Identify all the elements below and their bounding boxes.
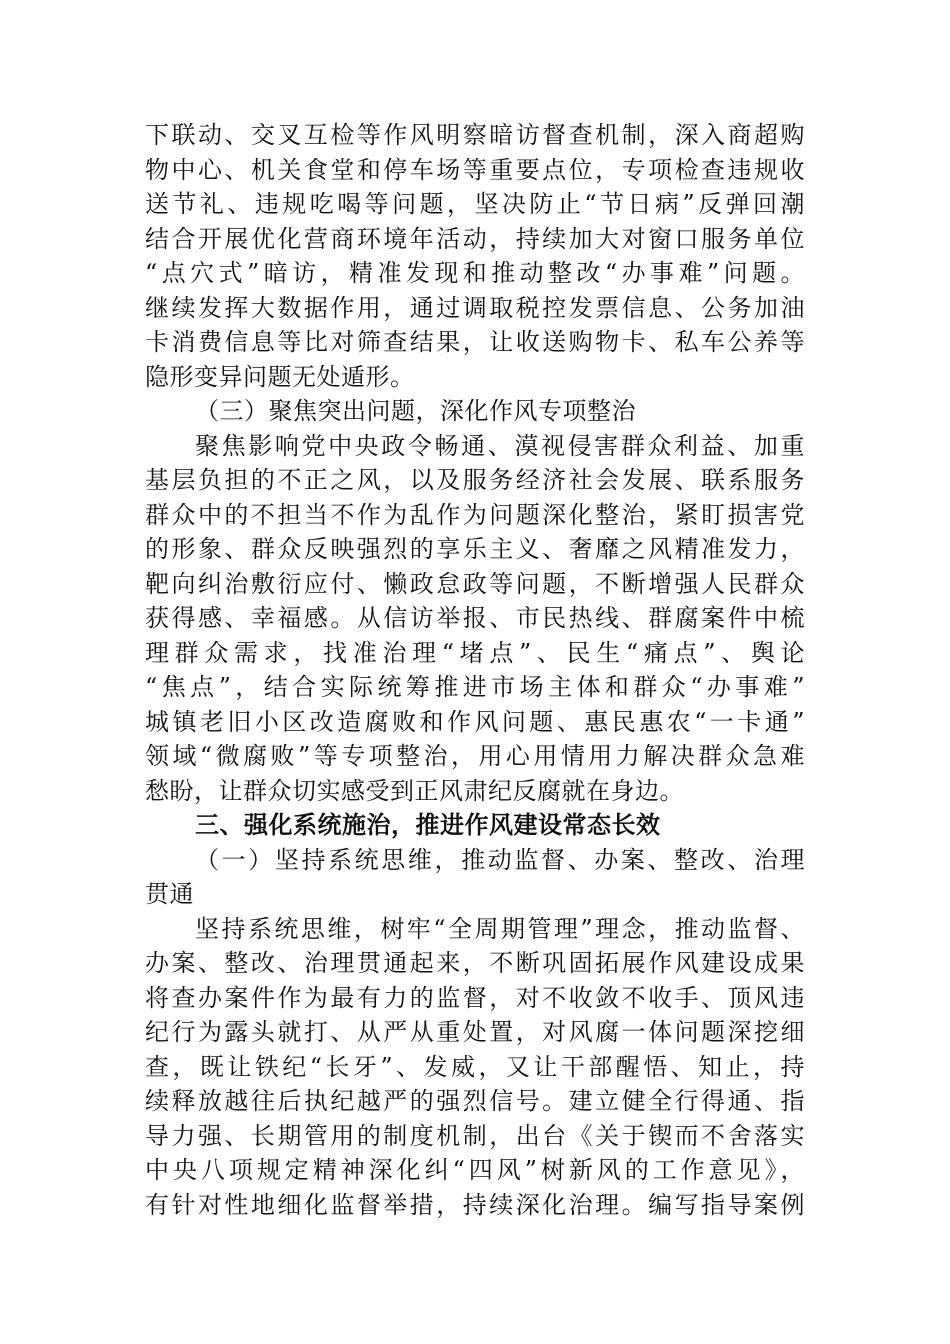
section-subheading: （一）坚持系统思维，推动监督、办案、整改、治理 (195, 845, 805, 874)
body-line: “点穴式”暗访，精准发现和推动整改“办事难”问题。 (145, 259, 805, 287)
body-line: “焦点”，结合实际统筹推进市场主体和群众“办事难” (145, 673, 805, 701)
body-line: 理群众需求，找准治理“堵点”、民生“痛点”、舆论 (145, 638, 805, 667)
body-line: 领域“微腐败”等专项整治，用心用情用力解决群众急难 (145, 742, 805, 770)
body-line: 中央八项规定精神深化纠“四风”树新风的工作意见》， (145, 1156, 805, 1184)
body-line: 下联动、交叉互检等作风明察暗访督查机制，深入商超购 (145, 121, 805, 149)
body-line: 纪行为露头就打、从严从重处置，对风腐一体问题深挖细 (145, 1018, 805, 1046)
body-line: 办案、整改、治理贯通起来，不断巩固拓展作风建设成果 (145, 949, 805, 977)
body-line: 获得感、幸福感。从信访举报、市民热线、群腐案件中梳 (145, 604, 805, 632)
body-line: 将查办案件作为最有力的监督，对不收敛不收手、顶风违 (145, 983, 805, 1012)
body-line: 基层负担的不正之风，以及服务经济社会发展、联系服务 (145, 466, 805, 494)
body-line: 查，既让铁纪“长牙”、发威，又让干部醒悟、知止，持 (145, 1052, 805, 1081)
body-line: 隐形变异问题无处遁形。 (145, 362, 415, 391)
body-line: 群众中的不担当不作为乱作为问题深化整治，紧盯损害党 (145, 500, 805, 529)
body-line: 续释放越往后执纪越严的强烈信号。建立健全行得通、指 (145, 1087, 805, 1115)
body-line: 有针对性地细化监督举措，持续深化治理。编写指导案例 (145, 1190, 805, 1219)
body-line: 靶向纠治敷衍应付、懒政怠政等问题，不断增强人民群众 (145, 569, 805, 598)
paragraph-first-line: 聚焦影响党中央政令畅通、漠视侵害群众利益、加重 (195, 431, 805, 460)
document-body (145, 118, 805, 1222)
body-line: 的形象、群众反映强烈的享乐主义、奢靡之风精准发力， (145, 535, 805, 563)
body-line: 物中心、机关食堂和停车场等重要点位，专项检查违规收 (145, 155, 805, 184)
section-subheading-continued: 贯通 (145, 880, 194, 908)
body-line: 导力强、长期管用的制度机制，出台《关于锲而不舍落实 (145, 1121, 805, 1150)
body-line: 继续发挥大数据作用，通过调取税控发票信息、公务加油 (145, 293, 805, 322)
section-heading: 三、强化系统施治，推进作风建设常态长效 (195, 811, 661, 839)
body-line: 愁盼，让群众切实感受到正风肃纪反腐就在身边。 (145, 776, 684, 805)
body-line: 卡消费信息等比对筛查结果，让收送购物卡、私车公养等 (145, 328, 805, 356)
body-line: 送节礼、违规吃喝等问题，坚决防止“节日病”反弹回潮 (145, 190, 805, 218)
body-line: 城镇老旧小区改造腐败和作风问题、惠民惠农“一卡通” (145, 707, 805, 736)
section-subheading: （三）聚焦突出问题，深化作风专项整治 (195, 397, 636, 425)
body-line: 结合开展优化营商环境年活动，持续加大对窗口服务单位 (145, 224, 805, 253)
paragraph-first-line: 坚持系统思维，树牢“全周期管理”理念，推动监督、 (195, 914, 805, 943)
